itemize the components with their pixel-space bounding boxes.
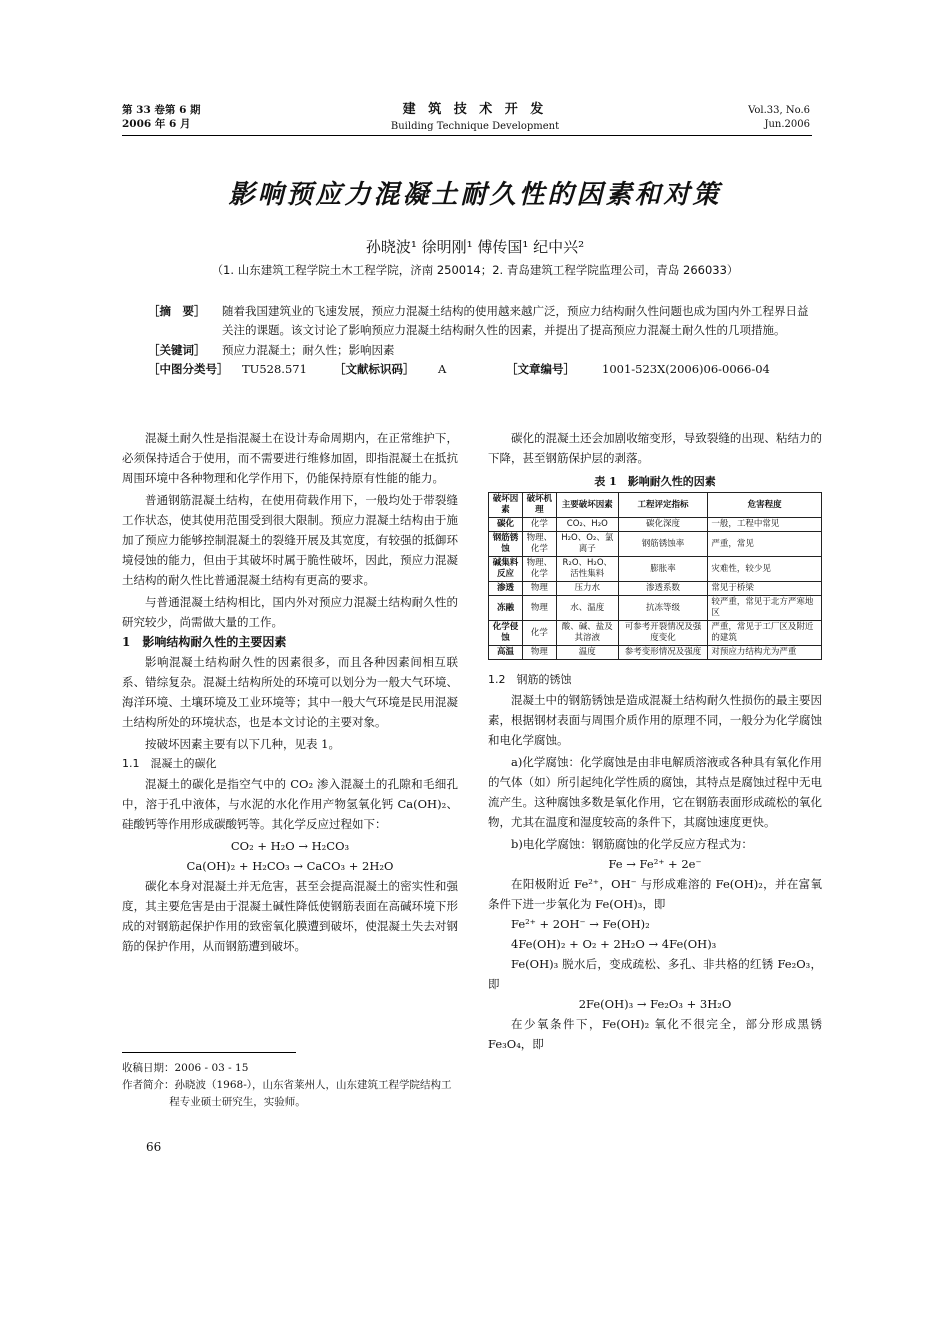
equation: CO₂ + H₂O → H₂CO₃: [230, 839, 350, 853]
table-cell: 碱集料反应: [489, 557, 523, 582]
paragraph: b)电化学腐蚀：钢筋腐蚀的化学反应方程式为：: [511, 837, 753, 851]
paragraph: 混凝土耐久性是指混凝土在设计寿命周期内，在正常维护下，必须保持适合于使用，而不需要进行维修加固，即指混凝土在抵抗周围环境中各种物理和化学作用下，仍能保持原有性能的能力。: [122, 431, 458, 485]
subsection-heading: 1.1 混凝土的碳化: [122, 757, 217, 770]
equation: 4Fe(OH)₂ + O₂ + 2H₂O → 4Fe(OH)₃: [511, 937, 717, 951]
paragraph: Fe(OH)₃ 脱水后，变成疏松、多孔、非共格的红锈 Fe₂O₃，即: [488, 957, 822, 991]
doc-code-label: ［文献标识码］: [334, 362, 415, 376]
table-cell: 物理: [522, 646, 556, 660]
table-cell: 物理: [522, 596, 556, 621]
table-cell: 碳化: [489, 518, 523, 532]
paragraph: 普通钢筋混凝土结构，在使用荷载作用下，一般均处于带裂缝工作状态，使其使用范围受到很大限制。预应力混凝土结构由于施加了预应力能够控制混凝土的裂缝开展及其宽度，有较强的抵御环境侵蚀的能力，但由于其破坏时属于脆性破坏，因此，预应力混凝土结构的耐久性比普通混凝土结构有更高的要求。: [122, 493, 458, 587]
table-caption: 表 1 影响耐久性的因素: [594, 475, 716, 488]
table-cell: 压力水: [556, 582, 618, 596]
table-cell: 碳化深度: [618, 518, 708, 532]
page-number: 66: [146, 1140, 162, 1154]
table-row: [489, 582, 822, 596]
table-cell: 灾难性，较少见: [708, 557, 822, 582]
equation: 2Fe(OH)₃ → Fe₂O₃ + 3H₂O: [578, 997, 732, 1011]
table-cell: 常见于桥梁: [708, 582, 822, 596]
table-cell: 参考变形情况及强度: [618, 646, 708, 660]
table-cell: 化学: [522, 518, 556, 532]
paragraph: 碳化的混凝土还会加剧收缩变形，导致裂缝的出现、粘结力的下降，甚至钢筋保护层的剥落。: [488, 431, 822, 465]
table-cell: 钢筋锈蚀率: [618, 532, 708, 557]
table-cell: H₂O、O₂、氯离子: [556, 532, 618, 557]
equation: Fe²⁺ + 2OH⁻ → Fe(OH)₂: [511, 917, 650, 931]
table-row: [489, 596, 822, 621]
table-cell: 冻融: [489, 596, 523, 621]
affiliation: （1. 山东建筑工程学院土木工程学院，济南 250014；2. 青岛建筑工程学院监理公司，青岛 266033）: [211, 263, 739, 277]
table-header-cell: 破坏机理: [522, 493, 556, 518]
right-column: [488, 428, 822, 1054]
date-en: Jun.2006: [764, 119, 810, 130]
abstract-label: ［摘 要］: [148, 304, 206, 318]
table-cell: CO₂、H₂O: [556, 518, 618, 532]
date-cn: 2006 年 6 月: [122, 118, 191, 130]
table-row: [489, 557, 822, 582]
table-row: [489, 621, 822, 646]
table-cell: 抗冻等级: [618, 596, 708, 621]
paragraph: a)化学腐蚀：化学腐蚀是由非电解质溶液或各种具有氧化作用的气体（如）所引起纯化学性质的腐蚀，其特点是腐蚀过程中无电流产生。这种腐蚀多数是氧化作用，它在钢筋表面形成疏松的氧化物，尤其在温度和湿度较高的条件下，其腐蚀速度更快。: [488, 755, 822, 829]
paragraph: 与普通混凝土结构相比，国内外对预应力混凝土结构耐久性的研究较少，尚需做大量的工作。: [122, 595, 458, 629]
author-bio: 作者简介：孙晓波（1968-），山东省莱州人，山东建筑工程学院结构工程专业硕士研究生，实验师。: [122, 1079, 452, 1108]
table-cell: 一般，工程中常见: [708, 518, 822, 532]
journal-title-en: Building Technique Development: [390, 121, 560, 132]
article-no-text: 1001-523X(2006)06-0066-04: [602, 362, 770, 376]
factors-table: [488, 492, 822, 660]
header-rule: [122, 135, 812, 136]
table-cell: 渗透系数: [618, 582, 708, 596]
table-cell: 严重，常见于工厂区及附近的建筑: [708, 621, 822, 646]
keywords-label: ［关键词］: [148, 343, 206, 357]
table-header-row: [489, 493, 822, 518]
received-date: 收稿日期：2006 - 03 - 15: [122, 1062, 249, 1074]
table-header-cell: 主要破坏因素: [556, 493, 618, 518]
table-cell: 对预应力结构尤为严重: [708, 646, 822, 660]
table-cell: 化学: [522, 621, 556, 646]
volume-cn: 第 33 卷第 6 期: [122, 104, 201, 116]
table-cell: 物理: [522, 582, 556, 596]
paragraph: 在阳极附近 Fe²⁺，OH⁻ 与形成难溶的 Fe(OH)₂，并在富氧条件下进一步氧化为 Fe(OH)₃，即: [488, 877, 822, 911]
abstract-block: [148, 302, 818, 379]
table-cell: 高温: [489, 646, 523, 660]
table-cell: 温度: [556, 646, 618, 660]
footnotes: [122, 1060, 458, 1111]
left-column: [122, 428, 458, 956]
table-cell: 物理、化学: [522, 532, 556, 557]
paragraph: 按破坏因素主要有以下几种，见表 1。: [145, 737, 340, 751]
abstract-text: 随着我国建筑业的飞速发展，预应力混凝土结构的使用越来越广泛，预应力结构耐久性问题也成为国内外工程界日益关注的课题。该文讨论了影响预应力混凝土结构耐久性的因素，并提出了提高预应力混凝土耐久性的几项措施。: [222, 304, 809, 337]
table-cell: 物理、化学: [522, 557, 556, 582]
article-no-label: ［文章编号］: [506, 362, 575, 376]
volume-en: Vol.33, No.6: [748, 105, 810, 116]
table-row: [489, 646, 822, 660]
classification-text: TU528.571: [242, 362, 307, 376]
equation: Fe → Fe²⁺ + 2e⁻: [608, 857, 702, 871]
table-cell: 渗透: [489, 582, 523, 596]
table-header-cell: 危害程度: [708, 493, 822, 518]
paper-title: 影响预应力混凝土耐久性的因素和对策: [228, 180, 722, 210]
table-cell: 膨胀率: [618, 557, 708, 582]
table-row: [489, 518, 822, 532]
footnote-rule: [122, 1052, 296, 1053]
paragraph: 混凝土中的钢筋锈蚀是造成混凝土结构耐久性损伤的最主要因素，根据钢材表面与周围介质作用的原理不同，一般分为化学腐蚀和电化学腐蚀。: [488, 693, 822, 747]
classification-label: ［中图分类号］: [148, 362, 229, 376]
paragraph: 在少氧条件下，Fe(OH)₂ 氧化不很完全，部分形成黑锈 Fe₃O₄，即: [488, 1017, 822, 1051]
journal-title-cn: 建 筑 技 术 开 发: [402, 102, 548, 117]
table-cell: 可参考开裂情况及强度变化: [618, 621, 708, 646]
table-cell: R₂O、H₂O、活性集料: [556, 557, 618, 582]
table-cell: 严重，常见: [708, 532, 822, 557]
keywords-text: 预应力混凝土；耐久性；影响因素: [222, 343, 395, 357]
table-cell: 钢筋锈蚀: [489, 532, 523, 557]
paragraph: 影响混凝土结构耐久性的因素很多，而且各种因素间相互联系、错综复杂。混凝土结构所处的环境可以划分为一般大气环境、海洋环境、土壤环境及工业环境等；其中一般大气环境是民用混凝土结构所处的环境状态，也是本文讨论的主要对象。: [122, 655, 458, 729]
table-cell: 化学侵蚀: [489, 621, 523, 646]
equation: Ca(OH)₂ + H₂CO₃ → CaCO₃ + 2H₂O: [186, 859, 394, 873]
section-heading: 1 影响结构耐久性的主要因素: [122, 635, 287, 649]
table-cell: 酸、碱、盐及其溶液: [556, 621, 618, 646]
authors: 孙晓波¹ 徐明刚¹ 傅传国¹ 纪中兴²: [365, 238, 585, 256]
paragraph: 混凝土的碳化是指空气中的 CO₂ 渗入混凝土的孔隙和毛细孔中，溶于孔中液体，与水泥的水化作用产物氢氧化钙 Ca(OH)₂、硅酸钙等作用形成碳酸钙等。其化学反应过程如下：: [122, 777, 458, 831]
table-header-cell: 破坏因素: [489, 493, 523, 518]
table-header-cell: 工程评定指标: [618, 493, 708, 518]
paragraph: 碳化本身对混凝土并无危害，甚至会提高混凝土的密实性和强度，其主要危害是由于混凝土碱性降低使钢筋表面在高碱环境下形成的对钢筋起保护作用的致密氧化膜遭到破坏，使混凝土失去对钢筋的保护作用，从而钢筋遭到破坏。: [122, 879, 458, 953]
table-row: [489, 532, 822, 557]
table-cell: 水、温度: [556, 596, 618, 621]
doc-code-text: A: [438, 362, 447, 376]
table-cell: 较严重，常见于北方严寒地区: [708, 596, 822, 621]
subsection-heading: 1.2 钢筋的锈蚀: [488, 673, 572, 686]
